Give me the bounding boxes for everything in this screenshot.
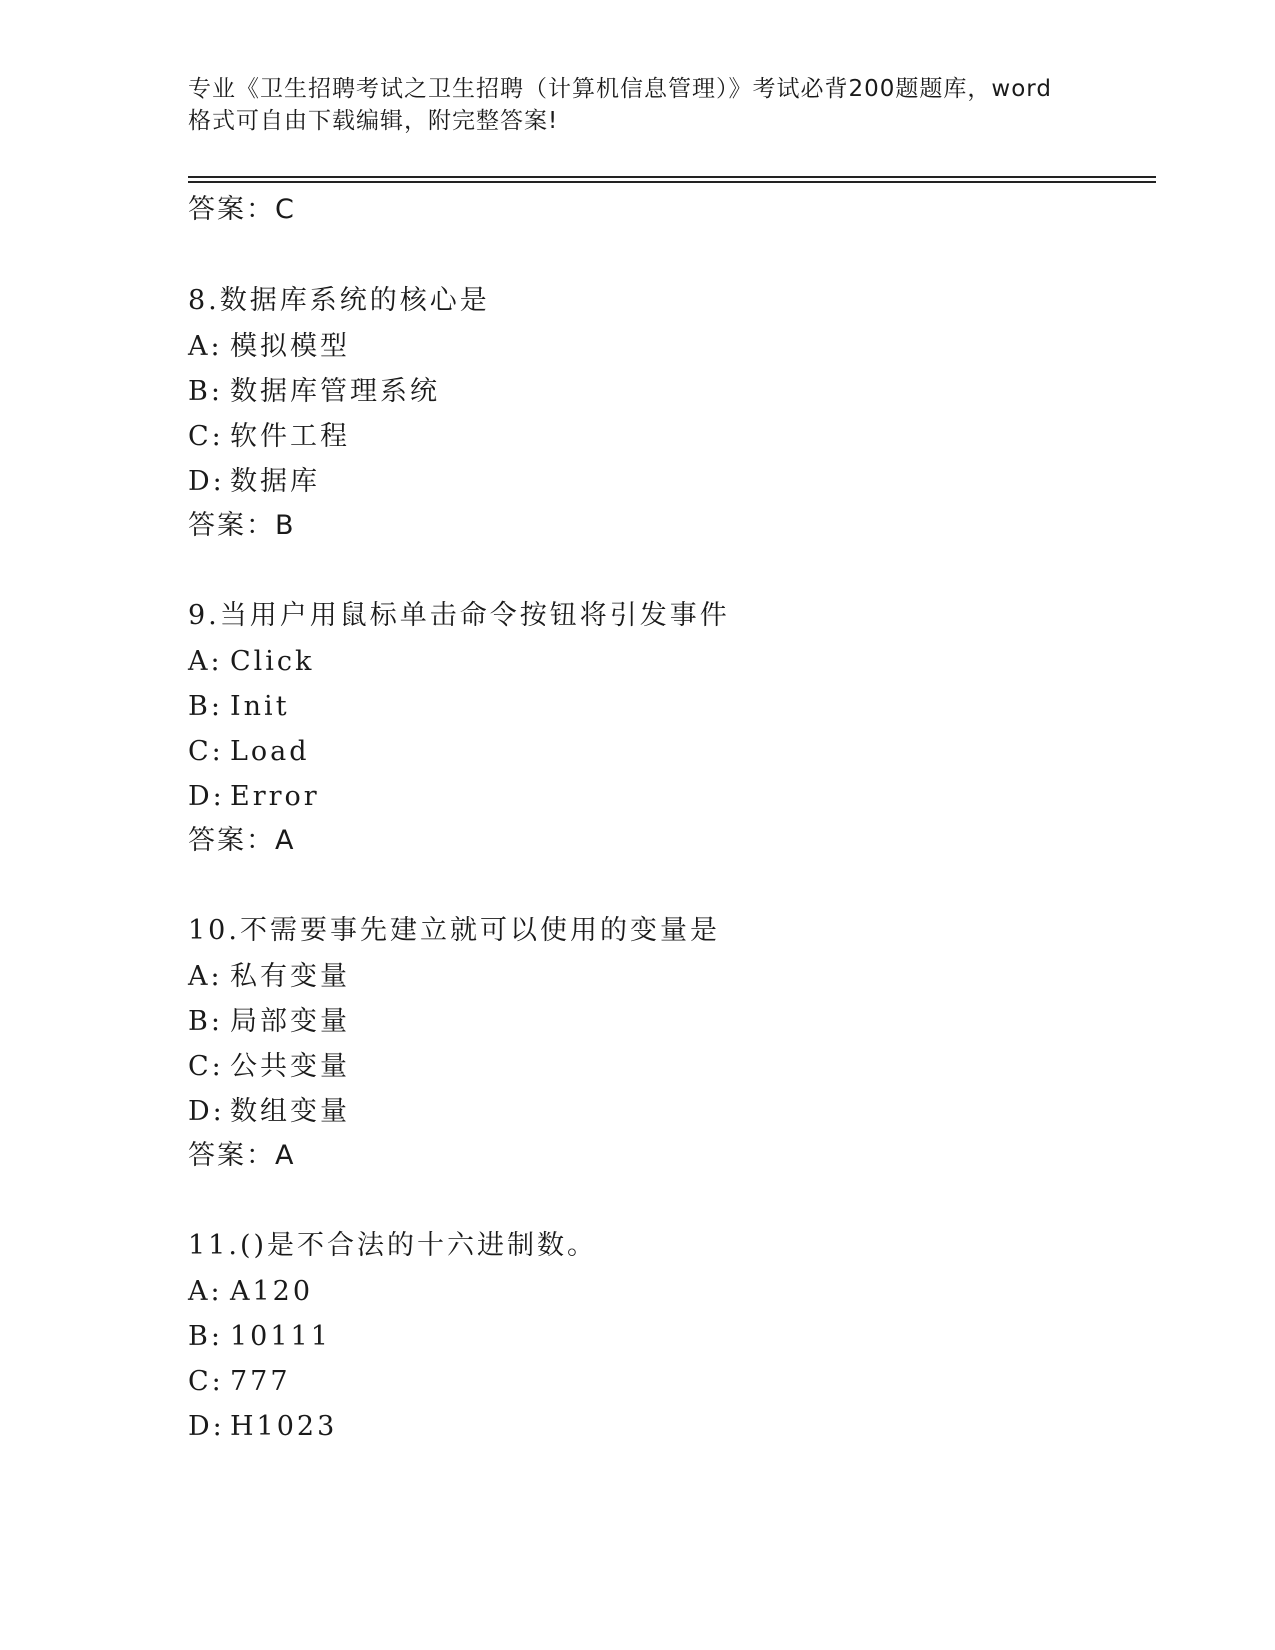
- question-9-option-d: [188, 780, 320, 814]
- header-line-2: 格式可自由下载编辑，附完整答案!: [188, 108, 559, 134]
- question-9-option-b: [188, 690, 290, 724]
- option-text: Click: [230, 646, 315, 677]
- question-11-stem: 11.()是不合法的十六进制数。: [188, 1230, 598, 1261]
- question-8-stem: 8.数据库系统的核心是: [188, 285, 490, 316]
- option-text: 777: [230, 1366, 291, 1397]
- option-letter: A:: [188, 331, 223, 362]
- option-text: A120: [230, 1276, 314, 1307]
- option-letter: C:: [188, 1366, 224, 1397]
- question-11-option-a: [188, 1275, 313, 1309]
- option-text: 模拟模型: [230, 331, 350, 362]
- option-letter: A:: [188, 1276, 223, 1307]
- question-8-option-c: [188, 420, 350, 454]
- question-10-option-c: [188, 1050, 350, 1084]
- header-divider-top: [188, 176, 1156, 178]
- question-11-option-b: [188, 1320, 331, 1354]
- option-letter: C:: [188, 736, 224, 767]
- option-letter: A:: [188, 646, 223, 677]
- question-8-option-b: [188, 375, 440, 409]
- question-11-option-c: [188, 1365, 291, 1399]
- option-text: 数据库管理系统: [230, 376, 440, 407]
- option-letter: D:: [188, 1411, 225, 1442]
- question-10-answer: 答案：A: [188, 1140, 296, 1171]
- question-8-option-d: [188, 465, 320, 499]
- question-9-option-c: [188, 735, 310, 769]
- option-text: H1023: [230, 1411, 338, 1442]
- question-10-option-a: [188, 960, 350, 994]
- answer-previous: 答案：C: [188, 194, 296, 225]
- option-text: 局部变量: [230, 1006, 350, 1037]
- option-text: Error: [230, 781, 320, 812]
- question-11-option-d: [188, 1410, 337, 1444]
- option-text: Init: [230, 691, 290, 722]
- option-letter: D:: [188, 466, 225, 497]
- option-letter: B:: [188, 376, 223, 407]
- option-text: 公共变量: [230, 1051, 350, 1082]
- header-line-1: 专业《卫生招聘考试之卫生招聘（计算机信息管理）》考试必背200题题库，word: [188, 76, 1052, 102]
- option-text: 10111: [230, 1321, 331, 1352]
- header-divider-bottom: [188, 181, 1156, 183]
- question-10-option-d: [188, 1095, 350, 1129]
- question-10-option-b: [188, 1005, 350, 1039]
- question-9-option-a: [188, 645, 314, 679]
- option-text: 数组变量: [230, 1096, 350, 1127]
- option-letter: D:: [188, 781, 225, 812]
- question-8-answer: 答案：B: [188, 510, 296, 541]
- option-letter: A:: [188, 961, 223, 992]
- option-text: 私有变量: [230, 961, 350, 992]
- option-letter: B:: [188, 1321, 223, 1352]
- question-10-stem: 10.不需要事先建立就可以使用的变量是: [188, 915, 720, 946]
- question-8-option-a: [188, 330, 350, 364]
- option-letter: D:: [188, 1096, 225, 1127]
- question-9-stem: 9.当用户用鼠标单击命令按钮将引发事件: [188, 600, 730, 631]
- option-text: 软件工程: [230, 421, 350, 452]
- option-letter: B:: [188, 691, 223, 722]
- option-text: 数据库: [230, 466, 320, 497]
- option-letter: C:: [188, 1051, 224, 1082]
- option-letter: C:: [188, 421, 224, 452]
- question-9-answer: 答案：A: [188, 825, 296, 856]
- option-letter: B:: [188, 1006, 223, 1037]
- option-text: Load: [230, 736, 310, 767]
